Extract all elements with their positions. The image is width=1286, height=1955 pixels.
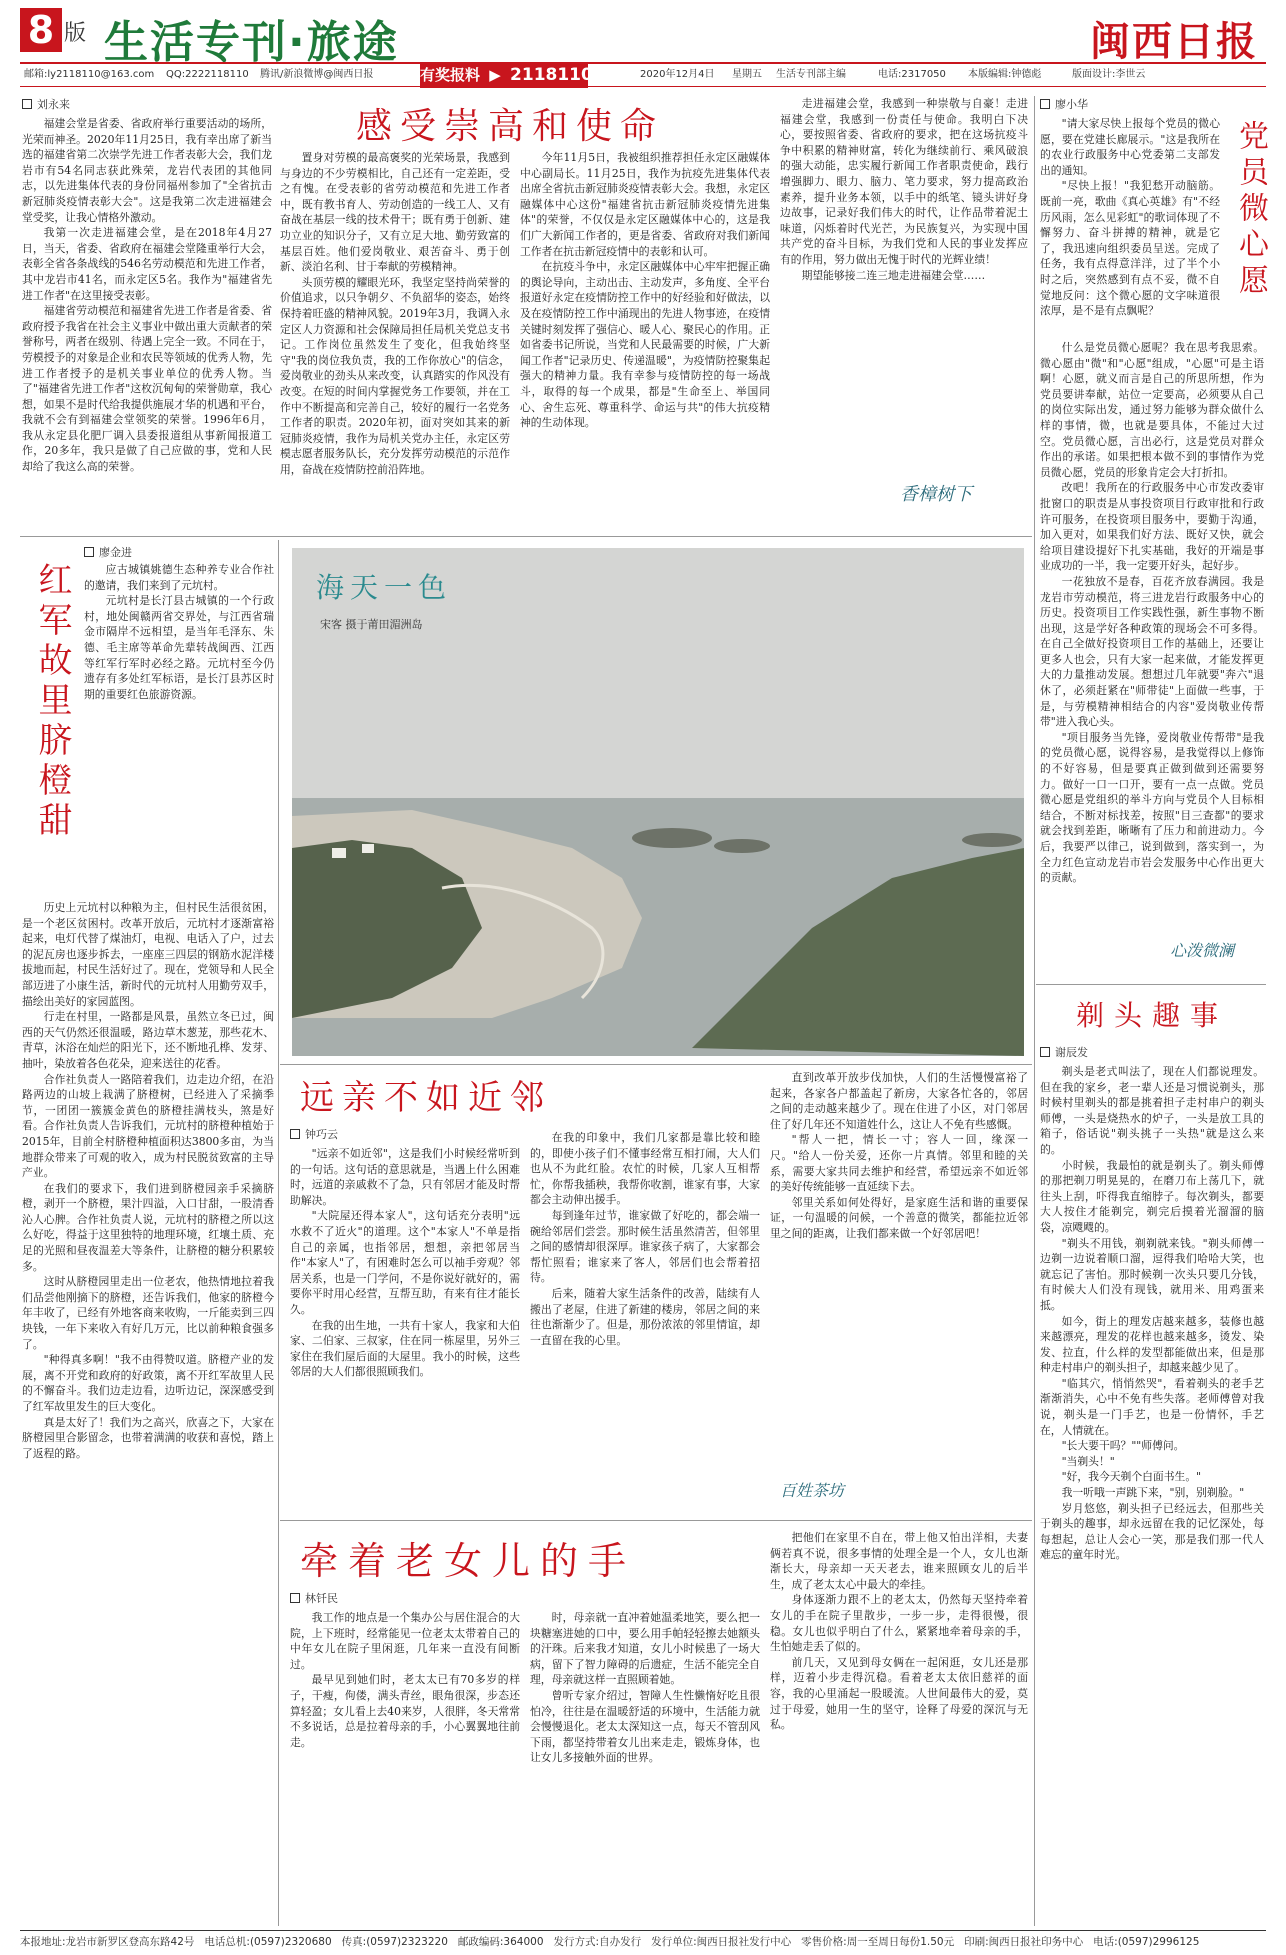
paragraph: 今年11月5日，我被组织推荐担任永定区融媒体中心副局长。11月25日，我作为抗疫先进集体代表出席全省抗击新冠肺炎疫情表彰大会。我想，永定区融媒体中心这份"福建省抗击新冠肺炎疫情先进集体"的荣誉，不仅仅是永定区融媒体中心的，这是我们广大新闻工作者的，更是省委、省政府对我们新闻工作者在抗击新冠疫情中的表彰和认可。 bbox=[520, 151, 770, 258]
article-title: 红军故里脐橙甜 bbox=[32, 562, 72, 842]
qq: QQ:2222118110 bbox=[166, 69, 249, 80]
rule-mid bbox=[280, 1064, 1032, 1065]
paragraph: 福建会堂是省委、省政府举行重要活动的场所，光荣而神圣。2020年11月25日，我有幸出席了新当选的福建省第二次崇学先进工作者表彰大会，我们龙岩市有54名同志获此殊荣，龙岩代表团的其他同志，以先进集体代表的身份同福州参加了"全省抗击新冠肺炎疫情表彰大会"。这是我第二次走进福建会堂受奖，让我心情格外激动。 bbox=[22, 117, 272, 224]
paragraph: 真是太好了！我们为之高兴，欣喜之下，大家在脐橙园里合影留念，也带着满满的收获和喜悦，踏上了返程的路。 bbox=[22, 1415, 274, 1460]
paragraph: "长大要干吗？""师傅问。 bbox=[1061, 1439, 1185, 1453]
editor: 生活专刊部主编 bbox=[776, 69, 846, 80]
article-body-col2 bbox=[280, 150, 510, 532]
byline: 刘永来 bbox=[22, 96, 70, 112]
paragraph: 走进福建会堂，我感到一种崇敬与自豪！走进福建会堂，我感到一份责任与使命。我明白下决心，要按照省委、省政府的要求，把在这场抗疫斗争中积累的精神财富，转化为继续前行、乘风破浪的强大动能，忠实履行新闻工作者职责使命，践行增强脚力、眼力、脑力、笔力要求，努力提高政治素养，提升业务本领，以手中的纸笔、镜头讲好身边故事，记录好我们伟大的时代，让作品带着泥土味道，闪烁着时代光芒，为民族复兴，为实现中国共产党的奋斗目标，为我们党和人民的事业发挥应有的作用，努力做出无愧于时代的光辉业绩！ bbox=[780, 97, 1028, 266]
paragraph: 身体逐渐力跟不上的老太太，仍然每天坚持牵着女儿的手在院子里散步，一步一步，走得很慢，很稳。女儿也似乎明白了什么，紧紧地牵着母亲的手，生怕她走丢了似的。 bbox=[770, 1593, 1028, 1654]
byline: 廖金进 bbox=[84, 544, 132, 560]
footer-address: 本报地址:龙岩市新罗区登高东路42号 bbox=[20, 1936, 195, 1948]
column-badge: 心泼微澜 bbox=[1170, 941, 1235, 960]
footer-price: 零售价格:周一至周日每份1.50元 bbox=[801, 1936, 955, 1948]
paragraph: 行走在村里，一路都是风景，虽然立冬已过，闽西的天气仍然还很温暖，路边草木葱茏，那些花木、青草，沐浴在灿烂的阳光下，还不断地孔桦、发芽、抽叶，染放着各色花朵，迎来送往的花香。 bbox=[22, 1010, 274, 1070]
paragraph: "尽快上报！"我犯愁开动脑筋。既前一亮，歌曲《真心英雄》有"不经历风雨，怎么见彩虹"的歌词体现了不懈努力、奋斗拼搏的精神，就是它了，我迅速向组织委员呈送。完成了任务，我有点得意洋洋，过了半个小时之后，突然感到有点不妥，微不自觉地反问：这个微心愿的文字味道很浓厚，是不是有点飘呢？ bbox=[1040, 179, 1220, 318]
paragraph: 置身对劳模的最高褒奖的光荣场景，我感到与身边的不少劳模相比，自己还有一定差距，受之有愧。在受表彰的省劳动模范和先进工作者中，既有教书育人、劳动创造的一线工人、又有奋战在基层一线的技术骨干；既有勇于创新、建功立业的知识分子，又有立足大地、勤劳致富的基层百姓。他们爱岗敬业、艰苦奋斗、勇于创新、淡泊名利、甘于奉献的劳模精神。 bbox=[280, 151, 510, 274]
paragraph: "种得真多啊！"我不由得赞叹道。脐橙产业的发展，离不开党和政府的好政策，离不开红军故里人民的不懈奋斗。我们边走边看，边听边记，深深感受到了红军故里发生的巨大变化。 bbox=[22, 1353, 274, 1413]
paragraph: 应古城镇姚德生态种养专业合作社的邀请，我们来到了元坑村。 bbox=[84, 563, 274, 592]
footer-dist-center: 发行单位:闽西日报社发行中心 bbox=[651, 1936, 792, 1948]
article-body-col3 bbox=[770, 1070, 1028, 1464]
wechat: 腾讯/新浪微博@闽西日报 bbox=[260, 69, 374, 80]
paragraph: "剃头不用钱，剃剃就来钱。"剃头师傅一边剃一边说着顺口溜，逗得我们哈哈大笑，也就忘记了害怕。那时候剃一次头只要几分钱，有时候大人们没有现钱，就用米、用鸡蛋来抵。 bbox=[1040, 1236, 1264, 1312]
rule-lower bbox=[280, 1520, 1032, 1521]
paragraph: "大院屋还得本家人"，这句话充分表明"远水救不了近火"的道理。这个"本家人"不单是指自己的亲属，也指邻居，想想，亲把邻居当作"本家人"了，有困难时怎么可以袖手旁观？邻居关系，也是一门学问，不是你说好就好的，需要你平时用心经营，互帮互助，有来有往才能长久。 bbox=[290, 1209, 520, 1316]
paragraph: 后来，随着大家生活条件的改善，陆续有人搬出了老屋，住进了新建的楼房，邻居之间的来往也渐渐少了。但是，那份浓浓的邻里情谊，却一直留在我的心里。 bbox=[530, 1286, 760, 1347]
article-body-col3 bbox=[770, 1530, 1028, 1924]
weekday: 星期五 bbox=[732, 69, 762, 80]
paragraph: 改吧！我所在的行政服务中心市发改委审批窗口的职责是从事投资项目行政审批和行政许可服务，在投资项目服务中，要勤于沟通，加入更对，如果我们好方法、既好又快，就会给项目建设提好下扎实基础，我好的开端是事业成功的一半，我一定要开好头，起好步。 bbox=[1040, 481, 1264, 573]
paragraph: 合作社负责人一路陪着我们，边走边介绍，在沿路两边的山坡上栽满了脐橙树，已经进入了采摘季节，一团团一簇簇金黄色的脐橙挂满枝头，煞是好看。合作社负责人告诉我们，元坑村的脐橙种植始于2015年，目前全村脐橙种植面积达3800多亩，为当地群众带来了可观的收入，成为村民脱贫致富的主导产业。 bbox=[22, 1072, 274, 1180]
article-body-main bbox=[22, 900, 274, 1924]
article-body-col2 bbox=[530, 1130, 760, 1512]
designer: 版面设计:李世云 bbox=[1072, 69, 1146, 80]
paragraph: 这时从脐橙园里走出一位老农，他热情地拉着我们品尝他刚摘下的脐橙，还告诉我们，他家的脐橙今年丰收了，已经有外地客商来收购，一斤能卖到三四块钱，一年下来收入有好几万元，比以前种粮食强多了。 bbox=[22, 1275, 274, 1351]
paragraph: 我工作的地点是一个集办公与居住混合的大院，上下班时，经常能见一位老太太带着自己的中年女儿在院子里闲逛，几年来一直没有间断过。 bbox=[290, 1611, 520, 1671]
paragraph: 头顶劳模的耀眼光环，我坚定坚持尚荣誉的价值追求，以只争朝夕、不负韶华的姿态，始终保持着旺盛的精神风貌。2019年3月，我调入永定区人力资源和社会保障局担任局机关党总支书记。工作岗位虽然发生了变化，但我始终坚守"我的岗位我负责，我的工作你放心"的信念，爱岗敬业的劲头从来改变，认真踏实的作风没有改变。在短的时间内掌握党务工作要领，并在工作中不断提高和完善自己，较好的履行一名党务工作者的职责。2020年初，面对突如其来的新冠肺炎疫情，我作为局机关党办主任，永定区劳模志愿者服务队长，充分发挥劳动模范的示范作用，奋战在疫情防控前沿阵地。 bbox=[280, 275, 510, 476]
duty-editor: 本版编辑:钟德彪 bbox=[968, 69, 1042, 80]
paragraph: 元坑村是长汀县古城镇的一个行政村，地处闽赣两省交界处，与江西省瑞金市隔岸不远相望，是当年毛泽东、朱德、毛主席等革命先辈转战闽西、江西等红军行军时必经之路。元坑村至今仍遗存有多处红军标语，是长汀县苏区时期的重要红色旅游资源。 bbox=[84, 594, 274, 701]
article-body-top bbox=[1040, 116, 1220, 336]
paragraph: 在我的出生地，一共有十家人，我家和大伯家、二伯家、三叔家，住在同一栋屋里，另外三家住在我们屋后面的大屋里。我小的时候，这些邻居的大人们都很照顾我们。 bbox=[290, 1318, 520, 1379]
paragraph: "临其穴，悄悄然哭"，看着剃头的老手艺渐渐消失，心中不免有些失落。老师傅曾对我说，剃头是一门手艺，也是一份情怀，手艺在，人情就在。 bbox=[1040, 1376, 1264, 1437]
section-title: 生活专刊·旅途 bbox=[104, 17, 399, 68]
masthead bbox=[0, 0, 1286, 88]
byline: 廖小华 bbox=[1040, 96, 1088, 112]
paragraph: 剃头是老式叫法了，现在人们都说理发。但在我的家乡，老一辈人还是习惯说剃头，那时候村里剃头的都是挑着担子走村串户的剃头师傅，一头是烧热水的炉子，一头是放工具的箱子，俗话说"剃头挑子一头热"就是这么来的。 bbox=[1040, 1065, 1264, 1156]
rule-upper bbox=[20, 536, 1032, 537]
paragraph: 直到改革开放步伐加快，人们的生活慢慢富裕了起来，各家各户都盖起了新房，大家各忙各的，邻居之间的走动越来越少了。现在住进了小区，对门邻居住了好几年还不知道姓什么，这让人不免有些感慨。 bbox=[770, 1071, 1028, 1131]
phone: 电话:2317050 bbox=[878, 69, 946, 80]
paragraph: 曾听专家介绍过，智障人生性懒惰好吃且很怕冷，往往是在温暖舒适的环境中，生活能力就会慢慢退化。老太太深知这一点，每天不管刮风下雨，都坚持带着女儿出来走走，锻炼身体，也让女儿多接触外面的世界。 bbox=[530, 1688, 760, 1765]
paragraph: 在抗疫斗争中，永定区融媒体中心牢牢把握正确的舆论导向，主动出击、主动发声，多角度、全平台报道好永定在疫情防控工作中的好经验和好做法，以及在疫情防控工作中涌现出的先进人物事迹，在疫情关键时刻发挥了强信心、暖人心、聚民心的作用。正如省委书记所说，当党和人民最需要的时候，广大新闻工作者"记录历史、传递温暖"，为疫情防控聚集起强大的精神力量。我有幸参与疫情防控的每一场战斗，取得的每一个成果，都是"生命至上、举国同心、舍生忘死、尊重科学、命运与共"的伟大抗疫精神的生动体现。 bbox=[520, 260, 770, 430]
column-badge: 香樟树下 bbox=[900, 484, 972, 505]
article-title: 党员微心愿 bbox=[1233, 120, 1268, 300]
column-badge: 百姓茶坊 bbox=[780, 1481, 845, 1500]
paragraph: "帮人一把，情长一寸；容人一回，缘深一尺。"给人一份关爱，还你一片真情。邻里和睦的关系，需要大家共同去维护和经营，希望远亲不如近邻的美好传统能够一直延续下去。 bbox=[770, 1133, 1028, 1194]
article-body-col1 bbox=[290, 1146, 520, 1512]
paragraph: 什么是党员微心愿呢？我在思考我思索。微心愿由"微"和"心愿"组成，"心愿"可是主语啊！心愿，就义而言是自己的所思所想，作为党员要讲奉献，站位一定要高，必须要从自己的岗位实际出发，通过努力能够为群众做什么样的事情，微，也就是要具体，不能过大过空。党员微心愿，言出必行，这是党员对群众作出的承诺。如果把根本做不到的事情作为党员微心愿，党员的形象肯定会大打折扣。 bbox=[1040, 341, 1264, 479]
paragraph: 前几天，又见到母女俩在一起闲逛，女儿还是那样，迈着小步走得沉稳。看着老太太依旧慈祥的面容，我的心里涌起一股暖流。人世间最伟大的爱，莫过于母爱，她用一生的坚守，诠释了母爱的深沉与无私。 bbox=[770, 1655, 1028, 1732]
footer-distribution: 发行方式:自办发行 bbox=[553, 1936, 642, 1948]
paragraph: "项目服务当先锋，爱岗敬业传帮带"是我的党员微心愿，说得容易，是我觉得以上修饰的不好容易，但是要真正做到做到还需要努力。做好一口一口开，要有一点一点做。党员微心愿是党组织的举斗方向与党员个人目标相结合，不断对标找差，按照"目三查都"的要求就会找到差距，晰晰有了压力和前进动力。今后，我要严以律己，说到做到，落实到一，为全力红色宣动龙岩市岩会发服务中心作出更大的贡献。 bbox=[1040, 730, 1264, 885]
paragraph: 我一听哦一声跳下来，"别，别剃脸。" bbox=[1061, 1486, 1245, 1500]
date: 2020年12月4日 bbox=[640, 69, 715, 80]
article-body-col3 bbox=[520, 150, 770, 532]
rule-right bbox=[1036, 984, 1266, 985]
paragraph: "请大家尽快上报每个党员的微心愿，要在党建长廊展示。"这是我所在的农业行政服务中心党委第二支部发出的通知。 bbox=[1040, 117, 1220, 177]
column-rule-left bbox=[278, 540, 279, 1926]
paragraph: 我第一次走进福建会堂，是在2018年4月27日，当天，省委、省政府在福建会堂隆重举行大会，表彰全省各条战线的546名劳动模范和先进工作者，其中龙岩市41名，而永定区5名。我作为"福建省先进工作者"在这里接受表彰。 bbox=[22, 226, 272, 302]
paragraph: 如今，街上的理发店越来越多，装修也越来越漂亮，理发的花样也越来越多，烫发、染发、拉直，什么样的发型都能做出来，但是那种走村串户的剃头担子，却越来越少见了。 bbox=[1040, 1314, 1264, 1375]
article-title: 剃头趣事 bbox=[1075, 999, 1228, 1032]
byline: 林钎民 bbox=[290, 1590, 338, 1606]
photo-title: 海天一色 bbox=[316, 571, 453, 604]
hotline-box: 有奖报料 ▶ 2118110 bbox=[420, 62, 588, 88]
article-body-col2 bbox=[530, 1610, 760, 1924]
paragraph: 每到逢年过节，谁家做了好吃的，都会端一碗给邻居们尝尝。那时候生活虽然清苦，但邻里之间的感情却很深厚。谁家孩子病了，大家都会帮忙照看；谁家来了客人，邻居们也会帮着招待。 bbox=[530, 1208, 760, 1285]
article-body-col4 bbox=[780, 96, 1028, 472]
footer bbox=[20, 1930, 1266, 1953]
byline: 谢辰发 bbox=[1040, 1044, 1088, 1060]
footer-fax: 传真:(0597)2323220 bbox=[341, 1936, 448, 1948]
article-body-col1 bbox=[22, 116, 272, 532]
newspaper-logo: 闽西日报 bbox=[1090, 18, 1258, 65]
email: 邮箱:ly2118110@163.com bbox=[24, 69, 155, 80]
hotline-label: 有奖报料 bbox=[420, 66, 481, 84]
hotline-number: 2118110 bbox=[510, 65, 593, 85]
feature-photo bbox=[292, 548, 1024, 1056]
paragraph: 把他们在家里不自在，带上他又怕出洋相，夫妻俩若真不说，很多事情的处理全是一个人，女儿也渐渐长大，母亲却一天天老去，谁来照顾女儿的后半生，成了老太太心中最大的牵挂。 bbox=[770, 1531, 1028, 1591]
paragraph: 时，母亲就一直冲着她温柔地笑，要么把一块糖塞进她的口中，要么用手帕轻轻擦去她额头的汗珠。后来我才知道，女儿小时候患了一场大病，留下了智力障碍的后遗症，生活不能完全自理，母亲就这样一直照顾着她。 bbox=[530, 1611, 760, 1687]
footer-phone: 电话总机:(0597)2320680 bbox=[204, 1936, 332, 1948]
paragraph: 福建省劳动模范和福建省先进工作者是省委、省政府授予我省在社会主义事业中做出重大贡献者的荣誉称号，两者在级别、待遇上完全一致。不同在于，劳模授予的对象是企业和农民等领域的优秀人物，先进工作者授予的是机关事业单位的优秀人物。当了"福建省先进工作者"这枚沉甸甸的荣誉勋章，我心想，如果不是时代给我提供施展才华的机遇和平台，我就不会有到福建会堂领奖的荣誉。1996年6月，我从永定县化肥厂调入县委报道组从事新闻报道工作，20多年，我只是做了自己应做的事，党和人民却给了我这么高的荣誉。 bbox=[22, 304, 272, 474]
footer-postcode: 邮政编码:364000 bbox=[457, 1936, 544, 1948]
article-body-col1 bbox=[290, 1610, 520, 1924]
paragraph: 最早见到她们时，老太太已有70多岁的样子，干瘦，佝偻，满头青丝，眼角很深，步态还算轻盈；女儿看上去40来岁，人很胖，冬天常常不多说话，总是拉着母亲的手，小心翼翼地往前走。 bbox=[290, 1673, 520, 1749]
paragraph: 在我的印象中，我们几家都是靠比较和睦的，即使小孩子们不懂事经常互相打闹，大人们也从不为此红脸。农忙的时候，几家人互相帮忙，你帮我插秧，我帮你收割，谁家有事，大家都会主动伸出援手。 bbox=[530, 1131, 760, 1207]
article-body-main bbox=[1040, 340, 1264, 896]
article-body bbox=[1040, 1064, 1264, 1924]
article-body-top bbox=[84, 562, 274, 892]
byline: 钟巧云 bbox=[290, 1126, 338, 1142]
paragraph: 岁月悠悠，剃头担子已经远去，但那些关于剃头的趣事，却永远留在我的记忆深处，每每想起，总让人会心一笑，那是我们那一代人难忘的童年时光。 bbox=[1040, 1501, 1264, 1562]
column-rule-right bbox=[1034, 96, 1035, 1926]
footer-printer: 印刷:闽西日报社印务中心 bbox=[964, 1936, 1084, 1948]
article-title: 牵着老女儿的手 bbox=[300, 1539, 637, 1583]
paragraph: 期望能够接二连三地走进福建会堂…… bbox=[801, 268, 986, 282]
photo-caption: 宋客 摄于莆田湄洲岛 bbox=[320, 618, 423, 631]
page-number: 8 bbox=[20, 8, 62, 52]
page-suffix: 版 bbox=[64, 21, 87, 46]
paragraph: "远亲不如近邻"，这是我们小时候经常听到的一句话。这句话的意思就是，当遇上什么困难时，远道的亲戚救不了急，只有邻居才能及时帮助解决。 bbox=[290, 1147, 520, 1207]
paragraph: 历史上元坑村以种粮为主，但村民生活很贫困，是一个老区贫困村。改革开放后，元坑村才逐渐富裕起来，电灯代替了煤油灯，电视、电话入了户，过去的泥瓦房也逐步拆去，一座座三四层的钢筋水泥洋楼拔地而起，村民生活好过了。现在，党领导和人民全部迈进了小康生活，新时代的元坑村人用勤劳双手，描绘出美好的家园蓝图。 bbox=[22, 901, 274, 1008]
paragraph: "好，我今天剃个白面书生。" bbox=[1061, 1470, 1202, 1484]
info-strip bbox=[20, 62, 1266, 87]
paragraph: 小时候，我最怕的就是剃头了。剃头师傅的那把剃刀明晃晃的，在磨刀布上荡几下，就往头上刮，吓得我直缩脖子。每次剃头，都要大人按住才能剃完，剃完后摸着光溜溜的脑袋，凉飕飕的。 bbox=[1040, 1158, 1264, 1234]
article-title: 感受崇高和使命 bbox=[355, 106, 664, 147]
paragraph: 邻里关系如何处得好，是家庭生活和谐的重要保证，一句温暖的问候，一个善意的微笑，都能拉近邻里之间的距离，让我们都来做一个好邻居吧！ bbox=[770, 1195, 1028, 1240]
paragraph: "当剃头！" bbox=[1061, 1454, 1115, 1468]
article-title: 远亲不如近邻 bbox=[300, 1078, 552, 1118]
footer-print-phone: 电话:(0597)2996125 bbox=[1093, 1936, 1200, 1948]
paragraph: 一花独放不是春，百花齐放春满园。我是龙岩市劳动模范，将三进龙岩行政服务中心的历史。投资项目工作实践性强，新生事物不断出现，这是学好各种政策的现场会不可多得。在自己全做好投资项目工作的基础上，还要让更多人也会，只有大家一起来做，才能发挥更大的力量推动发展。想想过几年就要"奔六"退休了，必须赶紧在"师带徒"上面做一些事，于是，与劳模精神相结合的内容"爱岗敬业传帮带"进入我心头。 bbox=[1040, 574, 1264, 729]
paragraph: 在我们的要求下，我们进到脐橙园亲手采摘脐橙，剥开一个脐橙，果汁四溢，入口甘甜，一股清香沁人心脾。合作社负责人说，元坑村的脐橙之所以这么好吃，得益于这里独特的地理环境，红壤土质、充足的光照和昼夜温差大等条件，让脐橙的糖分积累较多。 bbox=[22, 1181, 274, 1273]
